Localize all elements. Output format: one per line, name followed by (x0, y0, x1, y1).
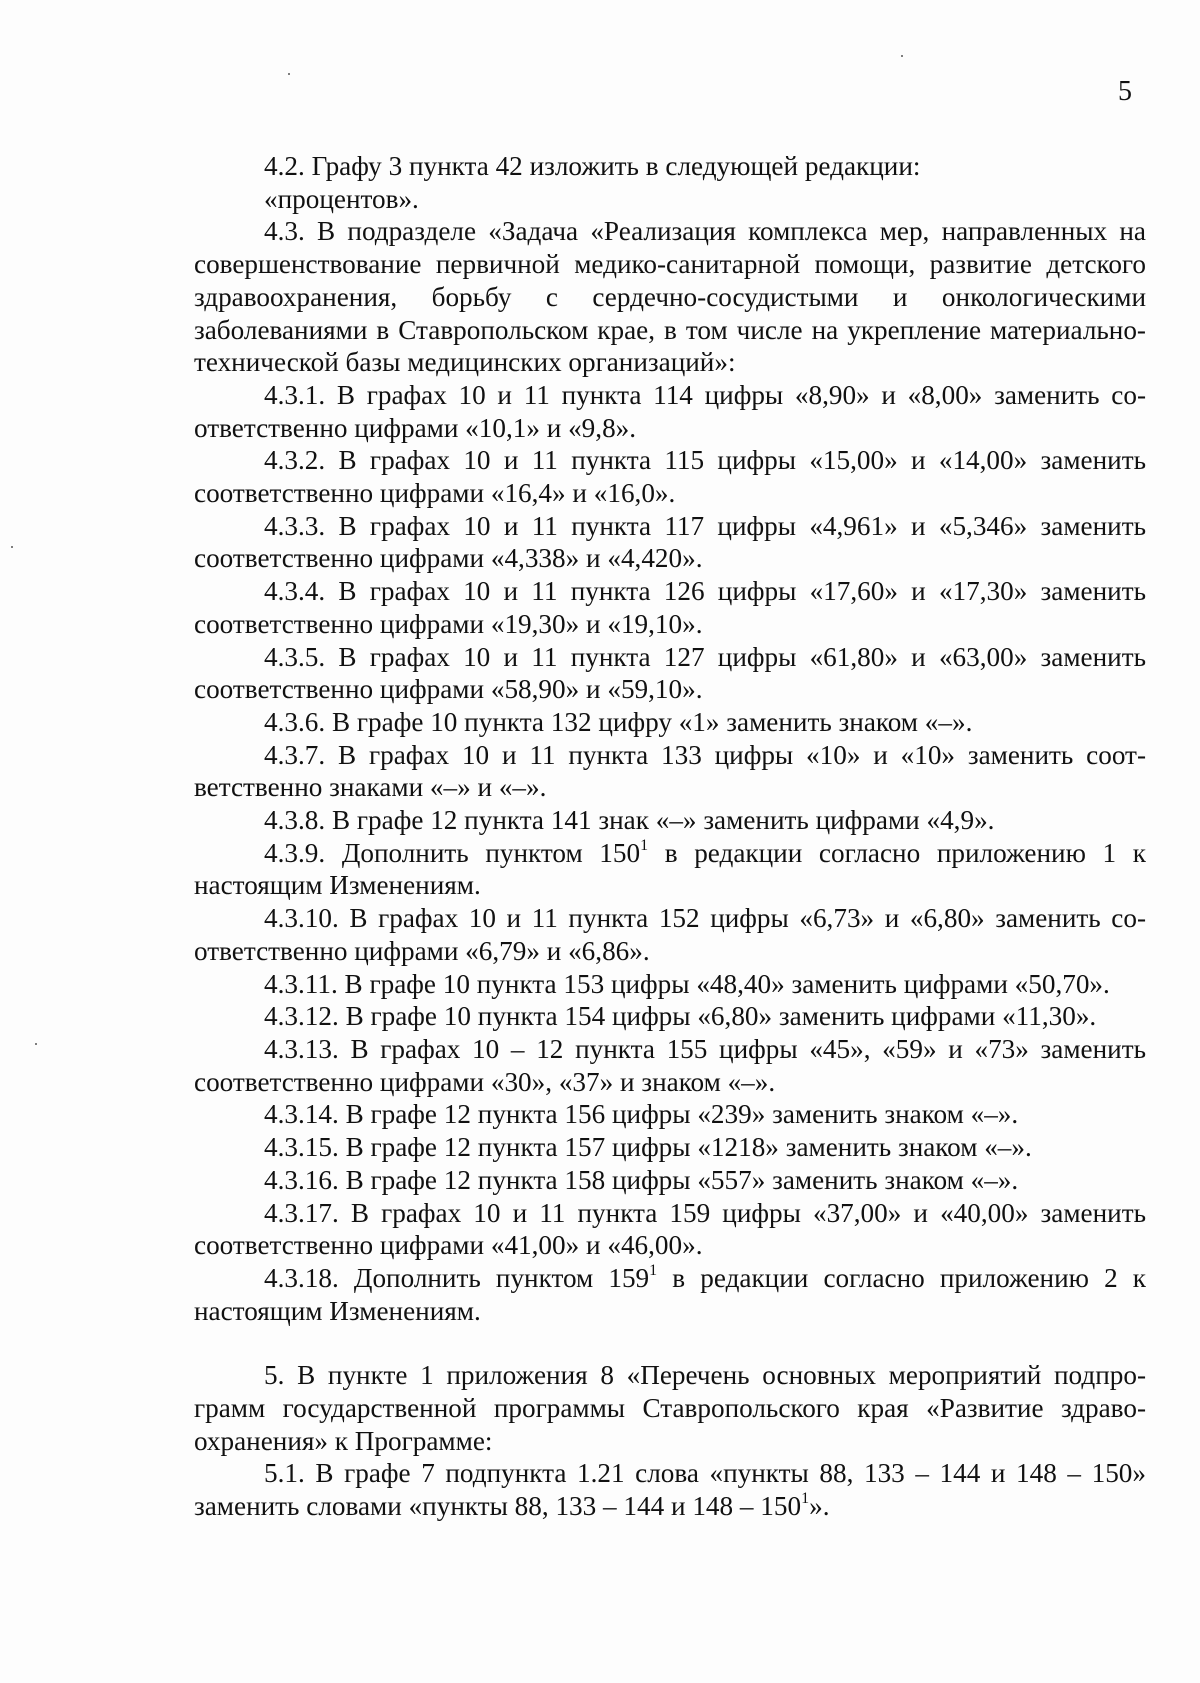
paragraph-5: 5. В пункте 1 приложения 8 «Перечень основных мероприятий подпрограмм государственной программы Ставропольского края «Развитие здравоохранения» к Программе: (194, 1360, 1146, 1456)
scan-speck (901, 55, 903, 57)
paragraph-5-1-part-2: ». (809, 1491, 830, 1522)
paragraph-4-3-7: 4.3.7. В графах 10 и 11 пункта 133 цифры «10» и «10» заменить соответственно знаками «–» и «–». (194, 739, 1146, 803)
scan-speck (288, 73, 290, 75)
superscript-1: 1 (649, 1261, 658, 1279)
paragraph-4-2: 4.2. Графу 3 пункта 42 изложить в следующей редакции: (264, 151, 921, 181)
paragraph-4-3-2: 4.3.2. В графах 10 и 11 пункта 115 цифры «15,00» и «14,00» заменить соответственно цифрами «16,4» и «16,0». (194, 445, 1146, 509)
paragraph-4-3: 4.3. В подразделе «Задача «Реализация комплекса мер, направленных на совершенствование первичной медико-санитарной помощи, развитие детского здравоохранения, борьбу с сердечно-сосудистыми и онкологическими заболеваниями в Ставропольском крае, в том числе на укрепление материально-технической базы медицинских организаций»: (194, 216, 1146, 378)
paragraph-gap (194, 1327, 1146, 1359)
paragraph-4-3-12: 4.3.12. В графе 10 пункта 154 цифры «6,80» заменить цифрами «11,30». (264, 1001, 1097, 1032)
paragraph-4-3-18 (194, 1262, 1146, 1327)
document-body (194, 150, 1146, 1523)
paragraph-4-3-16: 4.3.16. В графе 12 пункта 158 цифры «557» заменить знаком «–». (264, 1164, 1019, 1195)
scan-speck (35, 1043, 37, 1045)
paragraph-5-1 (194, 1457, 1146, 1522)
paragraph-4-3-18-part-1: 4.3.18. Дополнить пунктом 159 (264, 1262, 650, 1293)
paragraph-4-3-5: 4.3.5. В графах 10 и 11 пункта 127 цифры «61,80» и «63,00» заменить соответственно цифрами «58,90» и «59,10». (194, 641, 1146, 705)
superscript-1: 1 (640, 836, 649, 854)
superscript-1: 1 (801, 1490, 810, 1508)
paragraph-4-3-13: 4.3.13. В графах 10 – 12 пункта 155 цифры «45», «59» и «73» заменить соответственно цифрами «30», «37» и знаком «–». (194, 1033, 1146, 1097)
paragraph-4-3-9-part-2: в редакции согласно приложению 1 к настоящим Изменениям. (194, 837, 1146, 901)
paragraph-4-3-4: 4.3.4. В графах 10 и 11 пункта 126 цифры «17,60» и «17,30» заменить соответственно цифрами «19,30» и «19,10». (194, 576, 1146, 639)
paragraph-4-3-15: 4.3.15. В графе 12 пункта 157 цифры «1218» заменить знаком «–». (264, 1132, 1032, 1163)
paragraph-4-3-6: 4.3.6. В графе 10 пункта 132 цифру «1» заменить знаком «–». (264, 706, 973, 737)
scan-speck (11, 546, 13, 548)
paragraph-4-3-8: 4.3.8. В графе 12 пункта 141 знак «–» заменить цифрами «4,9». (264, 805, 995, 836)
paragraph-5-1-part-1: 5.1. В графе 7 подпункта 1.21 слова «пункты 88, 133 – 144 и 148 – 150» заменить словами «пункты 88, 133 – 144 и 148 – 150 (194, 1458, 1146, 1522)
paragraph-4-3-11: 4.3.11. В графе 10 пункта 153 цифры «48,40» заменить цифрами «50,70». (264, 968, 1110, 999)
paragraph-4-3-1: 4.3.1. В графах 10 и 11 пункта 114 цифры «8,90» и «8,00» заменить соответственно цифрами «10,1» и «9,8». (194, 379, 1146, 443)
paragraph-4-3-3: 4.3.3. В графах 10 и 11 пункта 117 цифры «4,961» и «5,346» заменить соответственно цифрами «4,338» и «4,420». (194, 510, 1146, 574)
page-number: 5 (1118, 76, 1132, 107)
paragraph-4-3-17: 4.3.17. В графах 10 и 11 пункта 159 цифры «37,00» и «40,00» заменить соответственно цифрами «41,00» и «46,00». (194, 1197, 1146, 1261)
paragraph-4-3-9 (194, 837, 1146, 902)
paragraph-4-3-14: 4.3.14. В графе 12 пункта 156 цифры «239» заменить знаком «–». (264, 1099, 1019, 1130)
paragraph-4-3-9-part-1: 4.3.9. Дополнить пунктом 150 (264, 837, 641, 868)
paragraph-4-2-text: «процентов». (264, 183, 419, 214)
paragraph-4-3-18-part-2: в редакции согласно приложению 2 к настоящим Изменениям. (194, 1262, 1147, 1326)
paragraph-4-3-10: 4.3.10. В графах 10 и 11 пункта 152 цифры «6,73» и «6,80» заменить соответственно цифрами «6,79» и «6,86». (194, 903, 1146, 966)
